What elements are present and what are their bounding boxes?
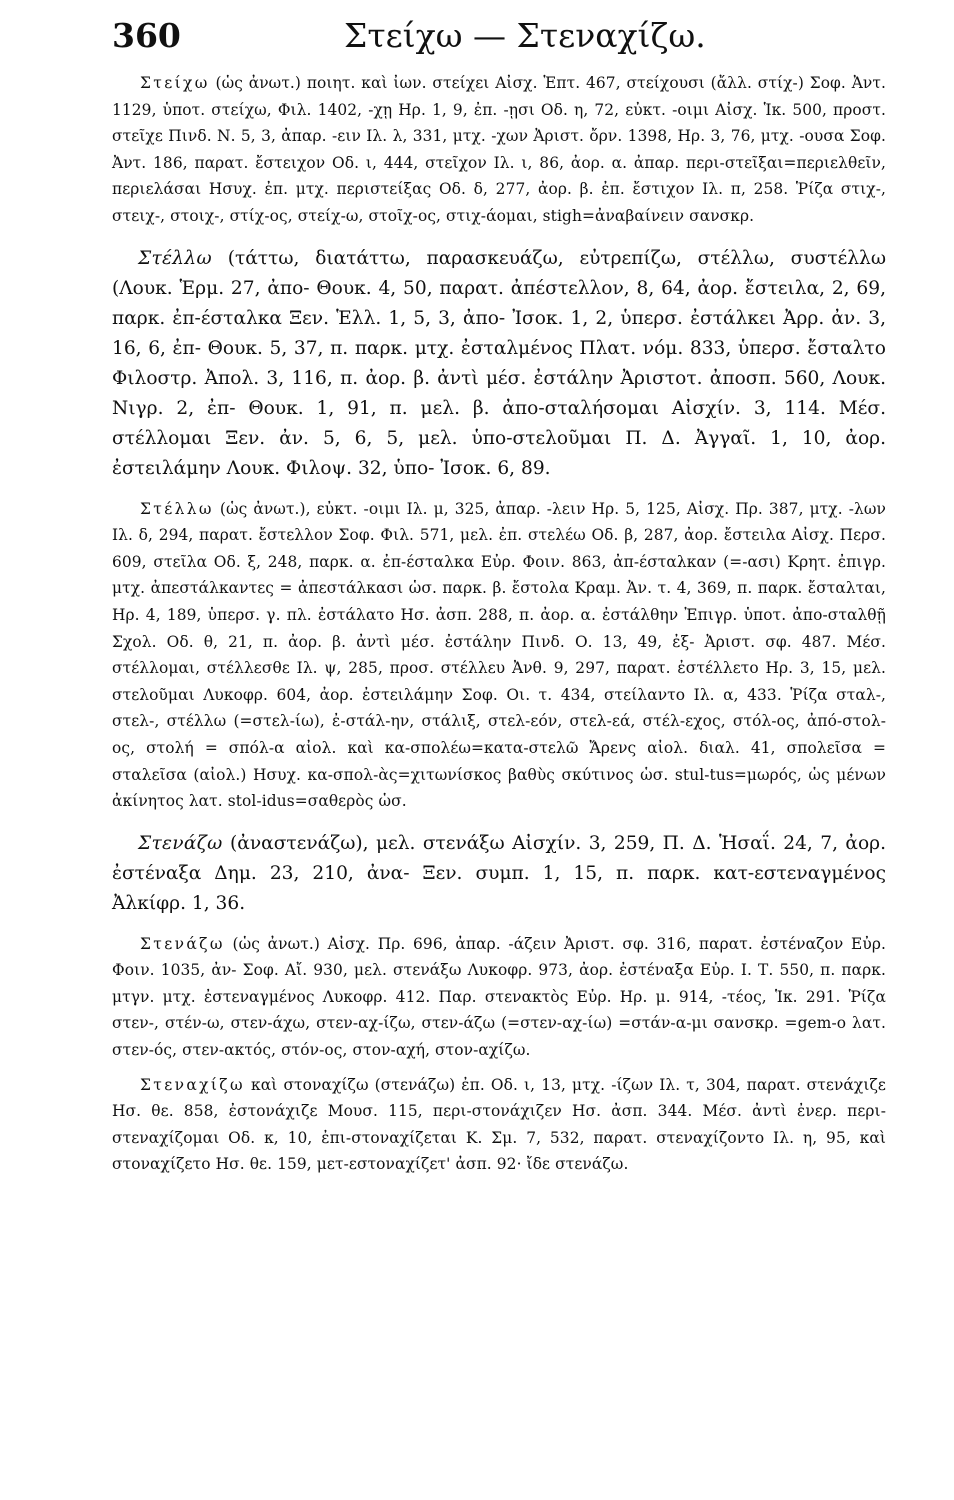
entry-headword: Στενάζω	[140, 934, 225, 953]
dictionary-entry	[112, 244, 886, 484]
entry-text: (ὡς ἀνωτ.) Αἰσχ. Πρ. 696, ἀπαρ. -άζειν Ἀριστ. σφ. 316, παρατ. ἐστέναζον Εὐρ. Φοιν. 1035, ἀν- Σοφ. Αἴ. 930, μελ. στενάξω Λυκοφρ. 973, ἀορ. ἐστέναξα Εὐρ. Ι. Τ. 550, π. παρκ. μτγν. μτχ. ἐστεναγμένος Λυκοφρ. 412. Παρ. στενακτὸς Εὐρ. Ηρ. μ. 914, -τέος, Ἱκ. 291. Ῥίζα στεν-, στέν-ω, στεν-άχω, στεν-αχ-ίζω, στεν-άζω (=στεν-αχ-ίω) =στάν-α-μι σανσκρ. =gem-o λατ. στεν-ός, στεν-ακτός, στόν-ος, στον-αχή, στον-αχίζω.	[112, 934, 886, 1060]
entry-headword: Στέλλω	[140, 499, 214, 518]
entry-text: (ὡς ἀνωτ.) ποιητ. καὶ ἰων. στείχει Αἰσχ. Ἑπτ. 467, στείχουσι (ἄλλ. στίχ-) Σοφ. Ἀντ. 1129, ὑποτ. στείχω, Φιλ. 1402, -χῃ Ηρ. 1, 9, ἐπ. -ῃσι Οδ. η, 72, εὐκτ. -οιμι Αἰσχ. Ἱκ. 500, προστ. στεῖχε Πινδ. Ν. 5, 3, ἀπαρ. -ειν Ιλ. λ, 331, μτχ. -χων Ἀριστ. ὄρν. 1398, Ηρ. 3, 76, μτχ. -ουσα Σοφ. Ἀντ. 186, παρατ. ἔστειχον Οδ. ι, 444, στεῖχον Ιλ. ι, 86, ἀορ. α. ἀπαρ. περι-στεῖξαι=περιελθεῖν, περιελάσαι Ησυχ. ἐπ. μτχ. περιστείξας Οδ. δ, 277, ἀορ. β. ἐπ. ἔστιχον Ιλ. π, 258. Ῥίζα στιχ-, στειχ-, στοιχ-, στίχ-ος, στείχ-ω, στοῖχ-ος, στιχ-άομαι, stigh=ἀναβαίνειν σανσκρ.	[112, 74, 886, 225]
entry-headword: Στενάζω	[138, 832, 223, 854]
entry-headword: Στείχω	[140, 74, 210, 92]
entry-text: (ἀναστενάζω), μελ. στενάξω Αἰσχίν. 3, 259, Π. Δ. Ἡσαΐ. 24, 7, ἀορ. ἐστέναξα Δημ. 23, 210, ἀνα- Ξεν. συμπ. 1, 15, π. παρκ. κατ-εστεναγμένος Ἀλκίφρ. 1, 36.	[112, 832, 886, 914]
entry-headword: Στέλλω	[138, 247, 212, 269]
entry-text: καὶ στοναχίζω (στενάζω) ἐπ. Οδ. ι, 13, μτχ. -ίζων Ιλ. τ, 304, παρατ. στενάχιζε Ησ. θε. 858, ἐστονάχιζε Μουσ. 115, περι-στονάχιζεν Ησ. ἀσπ. 344. Μέσ. ἀντὶ ἐνερ. περι-στεναχίζομαι Οδ. κ, 10, ἐπι-στοναχίζεται Κ. Σμ. 7, 532, παρατ. στεναχίζοντο Ιλ. η, 95, καὶ στοναχίζετο Ησ. θε. 159, μετ-εστοναχίζετ' ἀσπ. 92· ἴδε στενάζω.	[112, 1075, 887, 1174]
dictionary-entry	[112, 931, 886, 1064]
running-title: Στείχω — Στεναχίζω.	[344, 16, 706, 55]
page-number: 360	[112, 16, 181, 55]
dictionary-entry	[112, 496, 886, 815]
entry-text: (ὡς ἀνωτ.), εὐκτ. -οιμι Ιλ. μ, 325, ἀπαρ. -λειν Ηρ. 5, 125, Αἰσχ. Πρ. 387, μτχ. -λων Ιλ. δ, 294, παρατ. ἔστελλον Σοφ. Φιλ. 571, μελ. ἐπ. στελέω Οδ. β, 287, ἀορ. ἔστειλα Αἰσχ. Περσ. 609, στεῖλα Οδ. ξ, 248, παρκ. α. ἐπ-έσταλκα Εὐρ. Φοιν. 863, ἀπ-έσταλκαν (=-ασι) Κρητ. ἐπιγρ. μτχ. ἀπεστάλκαντες = ἀπεστάλκασι ὡσ. παρκ. β. ἔστολα Κραμ. Ἀν. τ. 4, 369, π. παρκ. ἔσταλται, Ηρ. 4, 189, ὑπερσ. γ. πλ. ἐστάλατο Ησ. ἀσπ. 288, π. ἀορ. α. ἐστάλθην Ἐπιγρ. ὑποτ. ἀπο-σταλθῇ Σχολ. Οδ. θ, 21, π. ἀορ. β. ἀντὶ μέσ. ἐστάλην Πινδ. Ο. 13, 49, ἐξ- Ἀριστ. σφ. 487. Μέσ. στέλλομαι, στέλλεσθε Ιλ. ψ, 285, προσ. στέλλευ Ἀνθ. 9, 297, παρατ. ἐστέλλετο Ηρ. 3, 15, μελ. στελοῦμαι Λυκοφρ. 604, ἀορ. ἐστειλάμην Σοφ. Οι. τ. 434, στείλαντο Ιλ. α, 433. Ῥίζα σταλ-, στελ-, στέλλω (=στελ-ίω), ἐ-στάλ-ην, στάλιξ, στελ-εόν, στελ-εά, στέλ-εχος, στόλ-ος, ἀπό-στολ-ος, στολή = σπόλ-α αἰολ. καὶ κα-σπολέω=κατα-στελῶ Ἄρενς αἰολ. διαλ. 41, σπολεῖσα = σταλεῖσα (αἰολ.) Ησυχ. κα-σπολ-ὰς=χιτωνίσκος βαθὺς σκύτινος ὡσ. stul-tus=μωρός, ὡς μένων ἀκίνητος λατ. stol-idus=σαθερὸς ὡσ.	[112, 499, 886, 811]
dictionary-entry	[112, 70, 886, 230]
page-header	[112, 14, 886, 70]
entry-headword: Στεναχίζω	[140, 1075, 245, 1094]
dictionary-entry	[112, 829, 886, 919]
dictionary-entry	[112, 1072, 886, 1178]
entry-text: (τάττω, διατάττω, παρασκευάζω, εὐτρεπίζω, στέλλω, συστέλλω (Λουκ. Ἑρμ. 27, ἀπο- Θουκ. 4, 50, παρατ. ἀπέστελλον, 8, 64, ἀορ. ἔστειλα, 2, 69, παρκ. ἐπ-έσταλκα Ξεν. Ἑλλ. 1, 5, 3, ἀπο- Ἰσοκ. 1, 2, ὑπερσ. ἐστάλκει Ἀρρ. ἀν. 3, 16, 6, ἐπ- Θουκ. 5, 37, π. παρκ. μτχ. ἐσταλμένος Πλατ. νόμ. 833, ὑπερσ. ἔσταλτο Φιλοστρ. Ἀπολ. 3, 116, π. ἀορ. β. ἀντὶ μέσ. ἐστάλην Ἀριστοτ. ἀποσπ. 560, Λουκ. Νιγρ. 2, ἐπ- Θουκ. 1, 91, π. μελ. β. ἀπο-σταλήσομαι Αἰσχίν. 3, 114. Μέσ. στέλλομαι Ξεν. ἀν. 5, 6, 5, μελ. ὑπο-στελοῦμαι Π. Δ. Ἀγγαῖ. 1, 10, ἀορ. ἐστειλάμην Λουκ. Φιλοψ. 32, ὑπο- Ἰσοκ. 6, 89.	[112, 247, 886, 479]
